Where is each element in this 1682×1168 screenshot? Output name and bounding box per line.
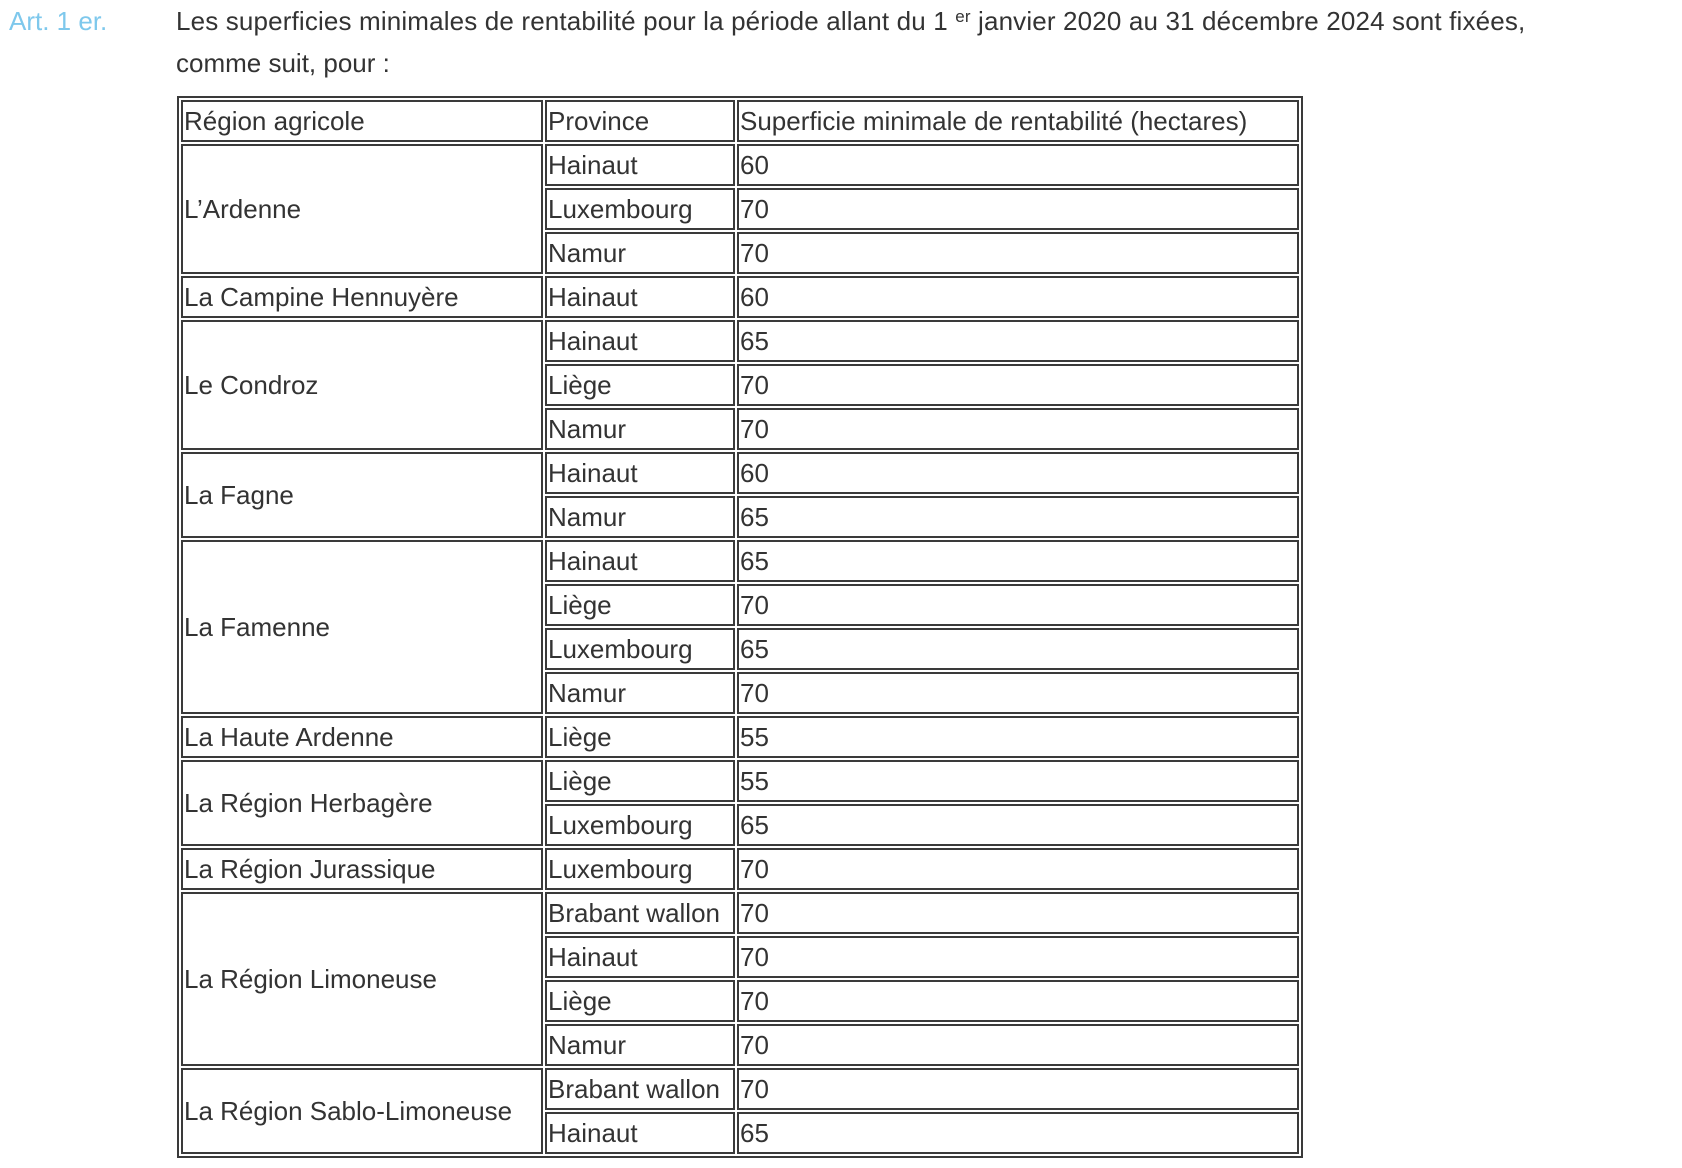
header-surface: Superficie minimale de rentabilité (hectares) xyxy=(737,100,1299,142)
province-cell: Hainaut xyxy=(545,540,735,582)
region-cell: L’Ardenne xyxy=(181,144,543,274)
province-cell: Luxembourg xyxy=(545,188,735,230)
surface-cell: 65 xyxy=(737,540,1299,582)
region-cell: La Région Herbagère xyxy=(181,760,543,846)
surface-cell: 60 xyxy=(737,144,1299,186)
article-text-part-1: Les superficies minimales de rentabilité pour la période allant du 1 xyxy=(176,6,956,36)
surface-cell: 55 xyxy=(737,716,1299,758)
article-superscript: er xyxy=(955,7,971,26)
table-row xyxy=(181,144,1299,186)
province-cell: Liège xyxy=(545,980,735,1022)
surface-cell: 70 xyxy=(737,672,1299,714)
region-cell: La Région Limoneuse xyxy=(181,892,543,1066)
province-cell: Hainaut xyxy=(545,320,735,362)
region-cell: La Région Jurassique xyxy=(181,848,543,890)
surface-cell: 70 xyxy=(737,408,1299,450)
surface-cell: 65 xyxy=(737,628,1299,670)
region-cell: La Campine Hennuyère xyxy=(181,276,543,318)
surface-cell: 70 xyxy=(737,1024,1299,1066)
surface-cell: 60 xyxy=(737,452,1299,494)
surface-cell: 55 xyxy=(737,760,1299,802)
surface-cell: 60 xyxy=(737,276,1299,318)
province-cell: Namur xyxy=(545,496,735,538)
table-row xyxy=(181,452,1299,494)
surface-cell: 65 xyxy=(737,320,1299,362)
article-text xyxy=(176,5,1676,79)
surface-cell: 70 xyxy=(737,980,1299,1022)
province-cell: Namur xyxy=(545,672,735,714)
province-cell: Brabant wallon xyxy=(545,892,735,934)
province-cell: Hainaut xyxy=(545,452,735,494)
region-cell: La Famenne xyxy=(181,540,543,714)
province-cell: Namur xyxy=(545,1024,735,1066)
province-cell: Liège xyxy=(545,716,735,758)
surfaces-table xyxy=(177,96,1303,1158)
province-cell: Namur xyxy=(545,232,735,274)
surface-cell: 70 xyxy=(737,936,1299,978)
surface-cell: 70 xyxy=(737,188,1299,230)
article-text-line-2: comme suit, pour : xyxy=(176,48,390,78)
surface-cell: 70 xyxy=(737,364,1299,406)
province-cell: Hainaut xyxy=(545,936,735,978)
province-cell: Luxembourg xyxy=(545,628,735,670)
table-row xyxy=(181,1068,1299,1110)
province-cell: Liège xyxy=(545,584,735,626)
surface-cell: 70 xyxy=(737,584,1299,626)
article-text-part-2: janvier 2020 au 31 décembre 2024 sont fixées, xyxy=(970,6,1526,36)
province-cell: Luxembourg xyxy=(545,804,735,846)
surface-cell: 65 xyxy=(737,1112,1299,1154)
region-cell: La Fagne xyxy=(181,452,543,538)
table-row xyxy=(181,848,1299,890)
table-row xyxy=(181,276,1299,318)
province-cell: Liège xyxy=(545,760,735,802)
table-header-row xyxy=(181,100,1299,142)
surface-cell: 70 xyxy=(737,232,1299,274)
article-text-line-1 xyxy=(176,5,1676,47)
table-row xyxy=(181,892,1299,934)
surface-cell: 70 xyxy=(737,892,1299,934)
province-cell: Liège xyxy=(545,364,735,406)
province-cell: Luxembourg xyxy=(545,848,735,890)
table-body xyxy=(181,100,1299,1154)
region-cell: La Région Sablo-Limoneuse xyxy=(181,1068,543,1154)
province-cell: Hainaut xyxy=(545,144,735,186)
province-cell: Namur xyxy=(545,408,735,450)
table-row xyxy=(181,320,1299,362)
table-row xyxy=(181,540,1299,582)
surface-cell: 70 xyxy=(737,1068,1299,1110)
region-cell: La Haute Ardenne xyxy=(181,716,543,758)
table-row xyxy=(181,760,1299,802)
province-cell: Hainaut xyxy=(545,276,735,318)
header-region: Région agricole xyxy=(181,100,543,142)
surface-cell: 65 xyxy=(737,804,1299,846)
surface-cell: 70 xyxy=(737,848,1299,890)
article-label[interactable]: Art. 1 er. xyxy=(9,6,108,36)
header-province: Province xyxy=(545,100,735,142)
region-cell: Le Condroz xyxy=(181,320,543,450)
surface-cell: 65 xyxy=(737,496,1299,538)
province-cell: Hainaut xyxy=(545,1112,735,1154)
table-row xyxy=(181,716,1299,758)
province-cell: Brabant wallon xyxy=(545,1068,735,1110)
